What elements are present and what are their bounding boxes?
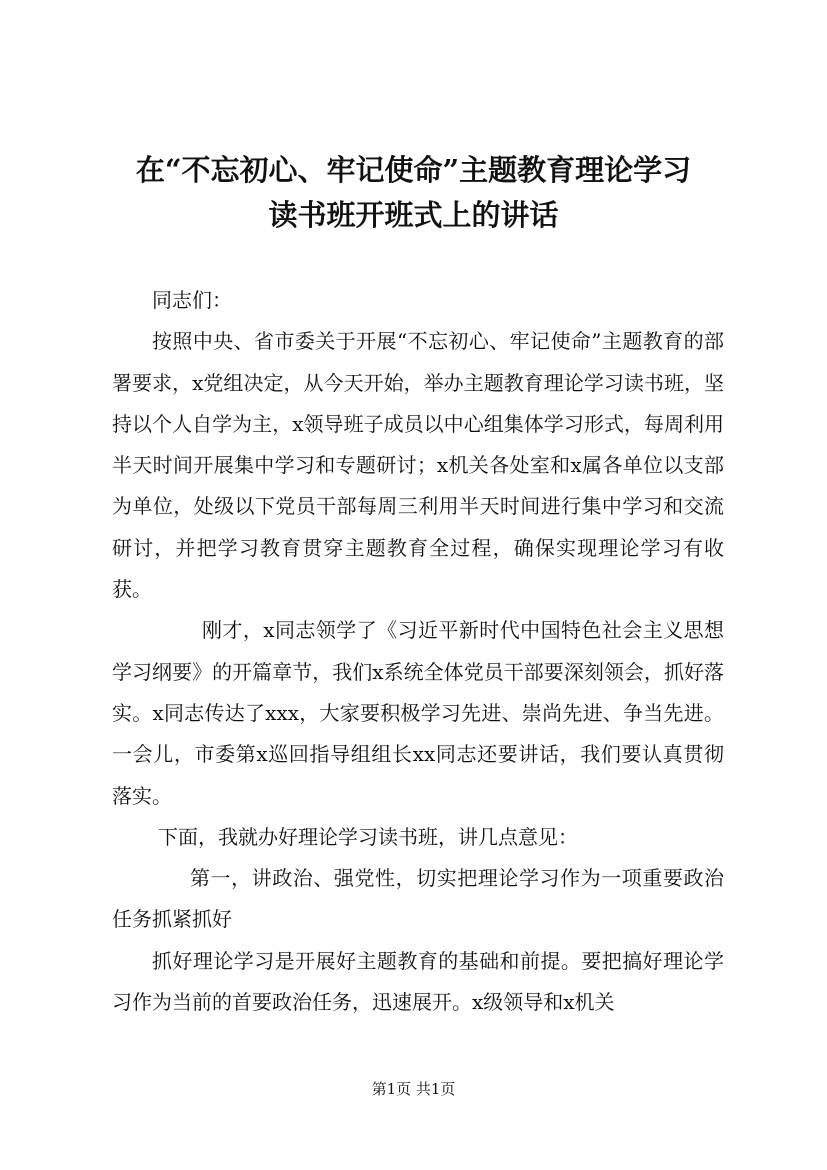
- page-footer: 第1页 共1页: [371, 1080, 456, 1098]
- paragraph: 下面，我就办好理论学习读书班，讲几点意见：: [158, 824, 578, 849]
- title-line-2: 读书班开班式上的讲话: [268, 198, 559, 232]
- document-title: [100, 148, 727, 238]
- paragraph: 按照中央、省市委关于开展“不忘初心、牢记使命”主题教育的部署要求，x党组决定，从今天开始，举办主题教育理论学习读书班，坚持以个人自学为主，x领导班子成员以中心组集体学习形式，每周利用半天时间开展集中学习和专题研讨；x机关各处室和x属各单位以支部为单位，处级以下党员干部每周三利用半天时间进行集中学习和交流研讨，并把学习教育贯穿主题教育全过程，确保实现理论学习有收获。: [112, 329, 724, 602]
- paragraph: 抓好理论学习是开展好主题教育的基础和前提。要把搞好理论学习作为当前的首要政治任务，迅速展开。x级领导和x机关: [112, 948, 724, 1015]
- document-body: [112, 280, 724, 1023]
- paragraph: 刚才，x同志领学了《习近平新时代中国特色社会主义思想学习纲要》的开篇章节，我们x系统全体党员干部要深刻领会，抓好落实。x同志传达了xxx，大家要积极学习先进、崇尚先进、争当先进。一会儿，市委第x巡回指导组组长xx同志还要讲话，我们要认真贯彻落实。: [112, 618, 724, 808]
- salutation: 同志们：: [152, 288, 232, 312]
- section-heading: 第一，讲政治、强党性，切实把理论学习作为一项重要政治任务抓紧抓好: [112, 866, 724, 932]
- title-line-1: 在“不忘初心、牢记使命”主题教育理论学习: [135, 153, 692, 187]
